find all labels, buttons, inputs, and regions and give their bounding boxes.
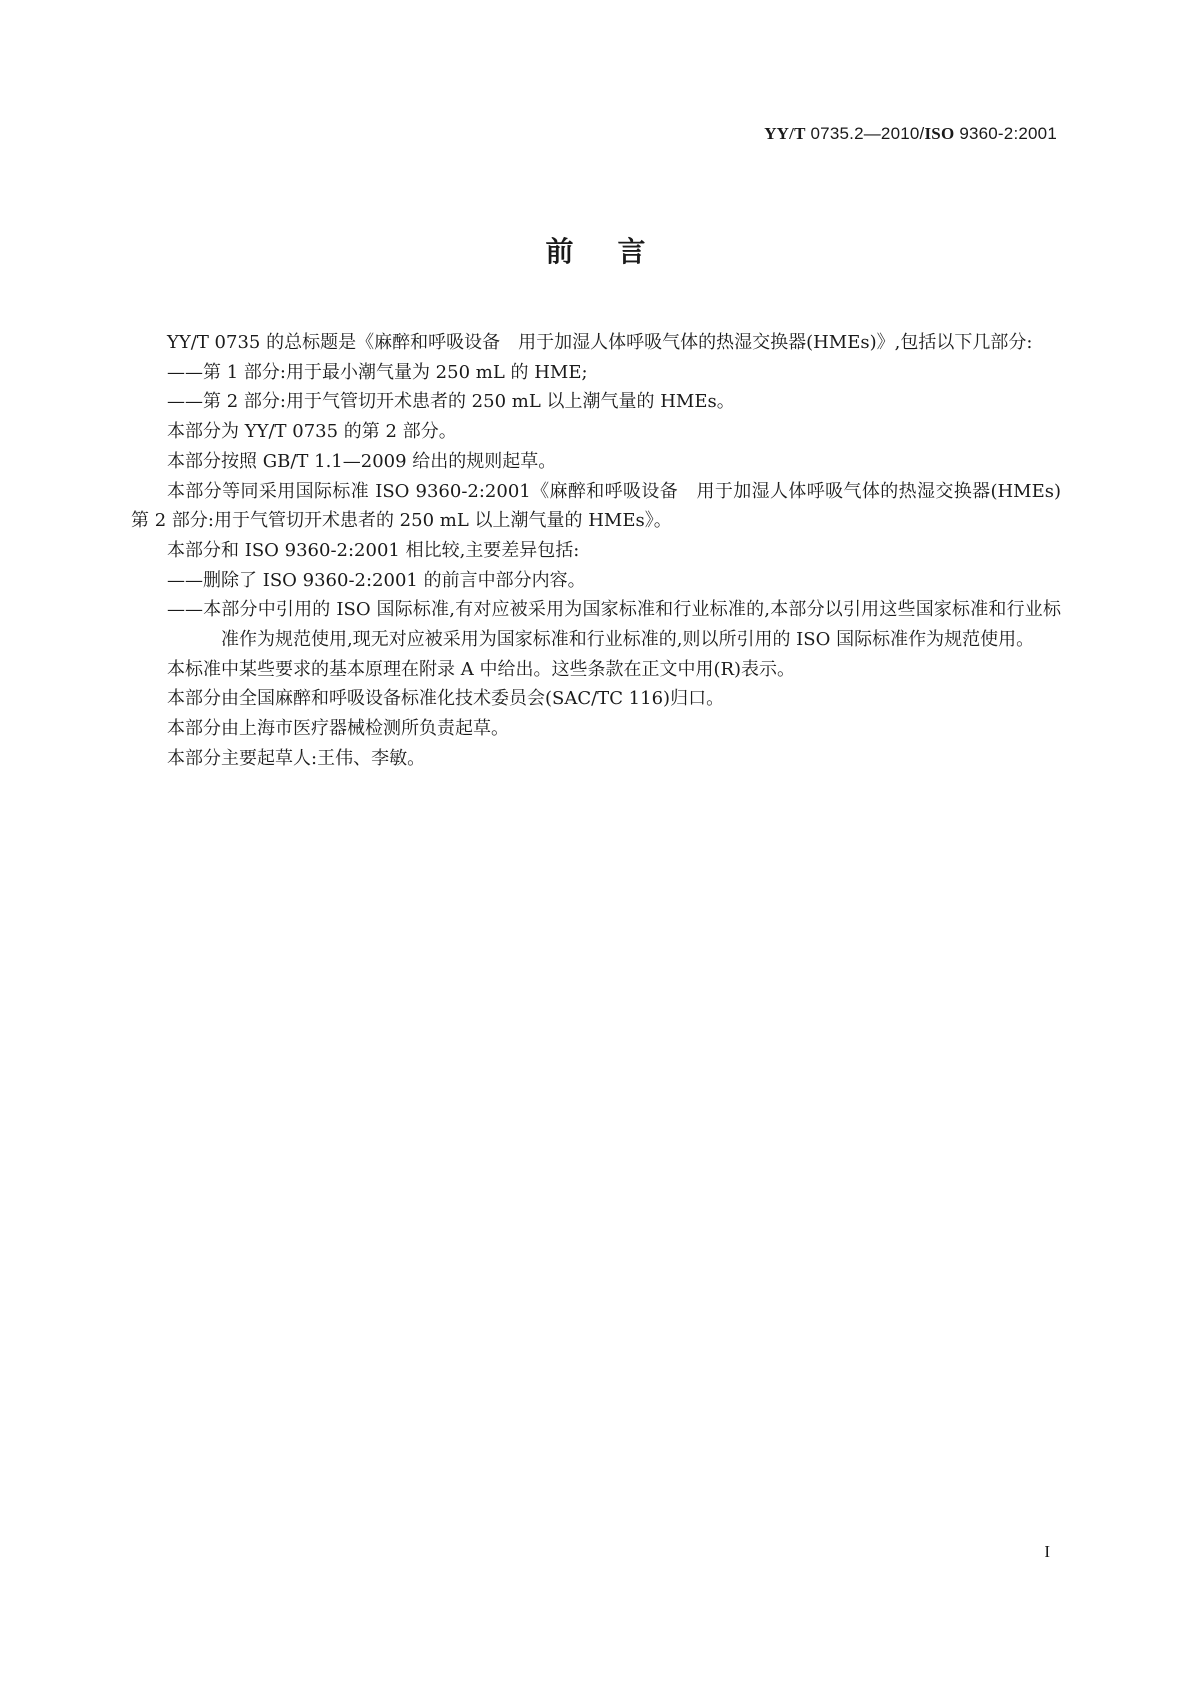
paragraph-committee: 本部分由全国麻醉和呼吸设备标准化技术委员会(SAC/TC 116)归口。 [167,688,725,710]
paragraph-drafting-org: 本部分由上海市医疗器械检测所负责起草。 [167,718,509,740]
paragraph-drafters: 本部分主要起草人:王伟、李敏。 [167,747,426,769]
paragraph-overview: YY/T 0735 的总标题是《麻醉和呼吸设备 用于加湿人体呼吸气体的热湿交换器(HMEs)》,包括以下几部分: [167,332,1033,353]
standard-prefix: YY/T [764,124,806,143]
standard-number: 0735.2—2010/ [805,124,925,143]
paragraph-part-statement: 本部分为 YY/T 0735 的第 2 部分。 [167,421,457,443]
list-item-part2: ——第 2 部分:用于气管切开术患者的 250 mL 以上潮气量的 HMEs。 [167,391,735,413]
standard-code-header [764,124,1057,144]
paragraph-drafting-rules: 本部分按照 GB/T 1.1—2009 给出的规则起草。 [167,450,557,472]
page-number: I [1044,1542,1050,1561]
page-title: 前言 [545,235,690,268]
paragraph-adoption: 本部分等同采用国际标准 ISO 9360-2:2001《麻醉和呼吸设备 用于加湿人体呼吸气体的热湿交换器(HMEs) 第 2 部分:用于气管切开术患者的 250 mL 以上潮气量的 HMEs》。 [131,480,1079,532]
list-item-difference-1: ——删除了 ISO 9360-2:2001 的前言中部分内容。 [167,569,586,591]
iso-number: 9360-2:2001 [954,124,1057,143]
list-item-part1: ——第 1 部分:用于最小潮气量为 250 mL 的 HME; [167,361,588,383]
list-item-difference-2: ——本部分中引用的 ISO 国际标准,有对应被采用为国家标准和行业标准的,本部分以引用这些国家标准和行业标准作为规范使用,现无对应被采用为国家标准和行业标准的,则以所引用的 ISO 国际标准作为规范使用。 [167,599,1061,651]
iso-prefix: ISO [924,124,955,143]
paragraph-annex: 本标准中某些要求的基本原理在附录 A 中给出。这些条款在正文中用(R)表示。 [167,658,796,680]
paragraph-differences: 本部分和 ISO 9360-2:2001 相比较,主要差异包括: [167,539,580,561]
foreword-body [131,328,1079,774]
